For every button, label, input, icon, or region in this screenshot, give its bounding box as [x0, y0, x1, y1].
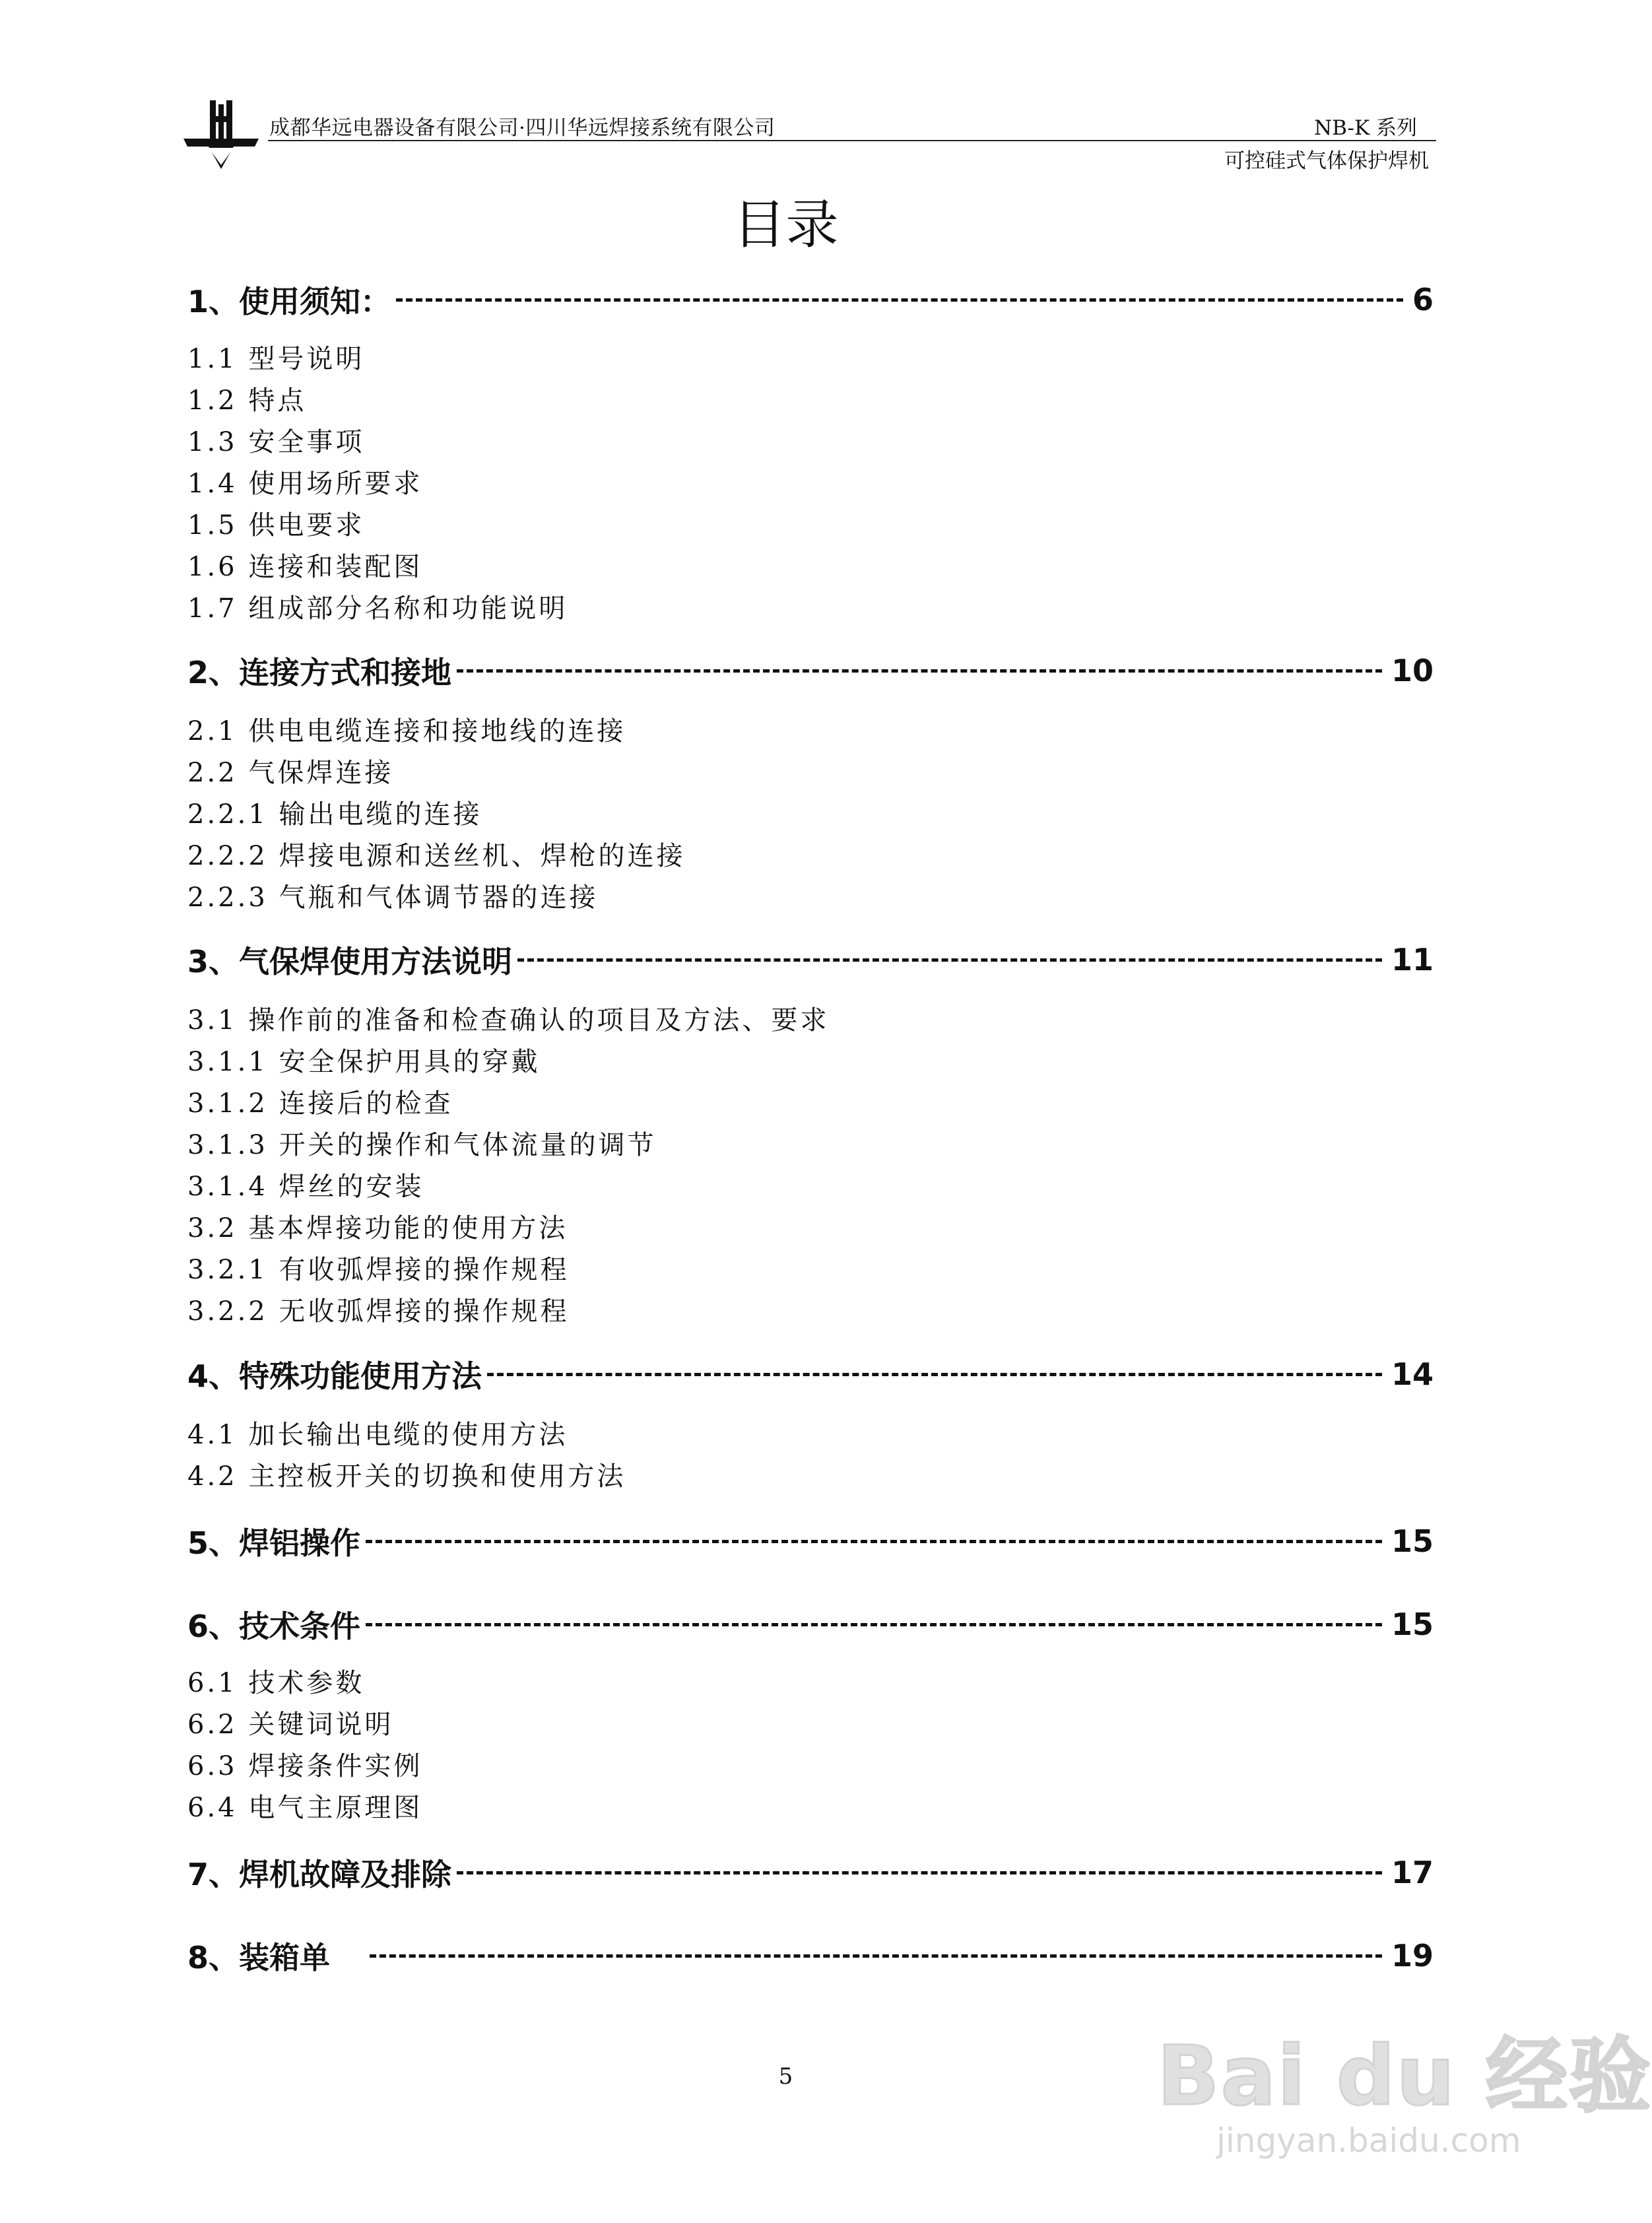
baidu-watermark: [1157, 2010, 1652, 2169]
toc-item[interactable]: 2.2.3 气瓶和气体调节器的连接: [187, 882, 599, 913]
toc-item[interactable]: 2.2.1 输出电缆的连接: [187, 799, 482, 830]
toc-item[interactable]: 1.7 组成部分名称和功能说明: [187, 593, 568, 624]
dot-leader: [370, 1954, 1382, 1958]
page-number: 5: [778, 2063, 793, 2090]
section-page: 15: [1391, 1607, 1434, 1642]
toc-item[interactable]: 4.1 加长输出电缆的使用方法: [187, 1420, 568, 1450]
section-title: 5、焊铝操作: [187, 1525, 361, 1561]
section-page: 19: [1391, 1938, 1434, 1974]
toc-item[interactable]: 4.2 主控板开关的切换和使用方法: [187, 1461, 626, 1492]
section-title: 3、气保焊使用方法说明: [187, 944, 513, 979]
toc-item[interactable]: 1.2 特点: [187, 385, 307, 416]
section-title: 7、焊机故障及排除: [187, 1857, 452, 1892]
section-page: 15: [1391, 1523, 1434, 1559]
dot-leader: [366, 1623, 1382, 1626]
company-logo-icon: [182, 100, 260, 173]
section-title: 8、装箱单: [187, 1940, 331, 1975]
toc-section-3[interactable]: [187, 940, 1434, 979]
toc-section-5[interactable]: [187, 1521, 1434, 1561]
toc-item[interactable]: 3.1.3 开关的操作和气体流量的调节: [187, 1130, 657, 1160]
dot-leader: [396, 298, 1403, 302]
dot-leader: [487, 1373, 1382, 1376]
toc-item[interactable]: 1.4 使用场所要求: [187, 469, 423, 499]
header-subtitle: 可控硅式气体保护焊机: [1224, 149, 1429, 173]
dot-leader: [366, 1540, 1382, 1543]
toc-item[interactable]: 6.2 关键词说明: [187, 1709, 394, 1740]
toc-item[interactable]: 1.6 连接和装配图: [187, 552, 423, 582]
toc-item[interactable]: 3.2.1 有收弧焊接的操作规程: [187, 1255, 570, 1285]
section-title: 6、技术条件: [187, 1609, 361, 1644]
toc-item[interactable]: 2.2.2 焊接电源和送丝机、焊枪的连接: [187, 841, 686, 871]
watermark-url: jingyan.baidu.com: [1216, 2121, 1521, 2160]
section-page: 11: [1391, 942, 1434, 978]
toc-item[interactable]: 2.1 供电电缆连接和接地线的连接: [187, 716, 626, 747]
toc-section-8[interactable]: [187, 1936, 1434, 1975]
toc-item[interactable]: 1.1 型号说明: [187, 344, 365, 374]
toc-item[interactable]: 2.2 气保焊连接: [187, 758, 394, 788]
dot-leader: [457, 669, 1382, 673]
toc-section-4[interactable]: [187, 1354, 1434, 1394]
page-title: 目录: [733, 194, 839, 255]
toc-item[interactable]: 6.3 焊接条件实例: [187, 1751, 423, 1781]
section-page: 6: [1412, 282, 1434, 317]
toc-item[interactable]: 1.3 安全事项: [187, 427, 365, 457]
toc-item[interactable]: 1.5 供电要求: [187, 510, 365, 541]
toc-item[interactable]: 3.1.2 连接后的检查: [187, 1088, 453, 1119]
header-series: NB-K 系列: [1314, 116, 1417, 140]
toc-item[interactable]: 3.1.4 焊丝的安装: [187, 1172, 424, 1202]
toc-item[interactable]: 6.1 技术参数: [187, 1668, 365, 1698]
toc-item[interactable]: 6.4 电气主原理图: [187, 1793, 423, 1823]
section-title: 2、连接方式和接地: [187, 655, 452, 690]
toc-section-7[interactable]: [187, 1853, 1434, 1892]
dot-leader: [457, 1871, 1382, 1875]
toc-item[interactable]: 3.1.1 安全保护用具的穿戴: [187, 1047, 541, 1077]
toc-section-2[interactable]: [187, 651, 1434, 690]
toc-item[interactable]: 3.2 基本焊接功能的使用方法: [187, 1213, 568, 1244]
section-title: 1、使用须知：: [187, 284, 391, 319]
header-company: 成都华远电器设备有限公司·四川华远焊接系统有限公司: [269, 116, 776, 140]
toc-item[interactable]: 3.1 操作前的准备和检查确认的项目及方法、要求: [187, 1005, 830, 1036]
section-page: 17: [1391, 1855, 1434, 1890]
section-page: 14: [1391, 1356, 1434, 1392]
section-title: 4、特殊功能使用方法: [187, 1358, 482, 1394]
dot-leader: [517, 958, 1382, 962]
toc-section-6[interactable]: [187, 1605, 1434, 1644]
watermark-brand: Bai du 经验: [1157, 2029, 1652, 2124]
section-page: 10: [1391, 653, 1434, 688]
toc-section-1[interactable]: [187, 280, 1434, 319]
header-divider: [268, 140, 1436, 141]
toc-item[interactable]: 3.2.2 无收弧焊接的操作规程: [187, 1296, 570, 1327]
